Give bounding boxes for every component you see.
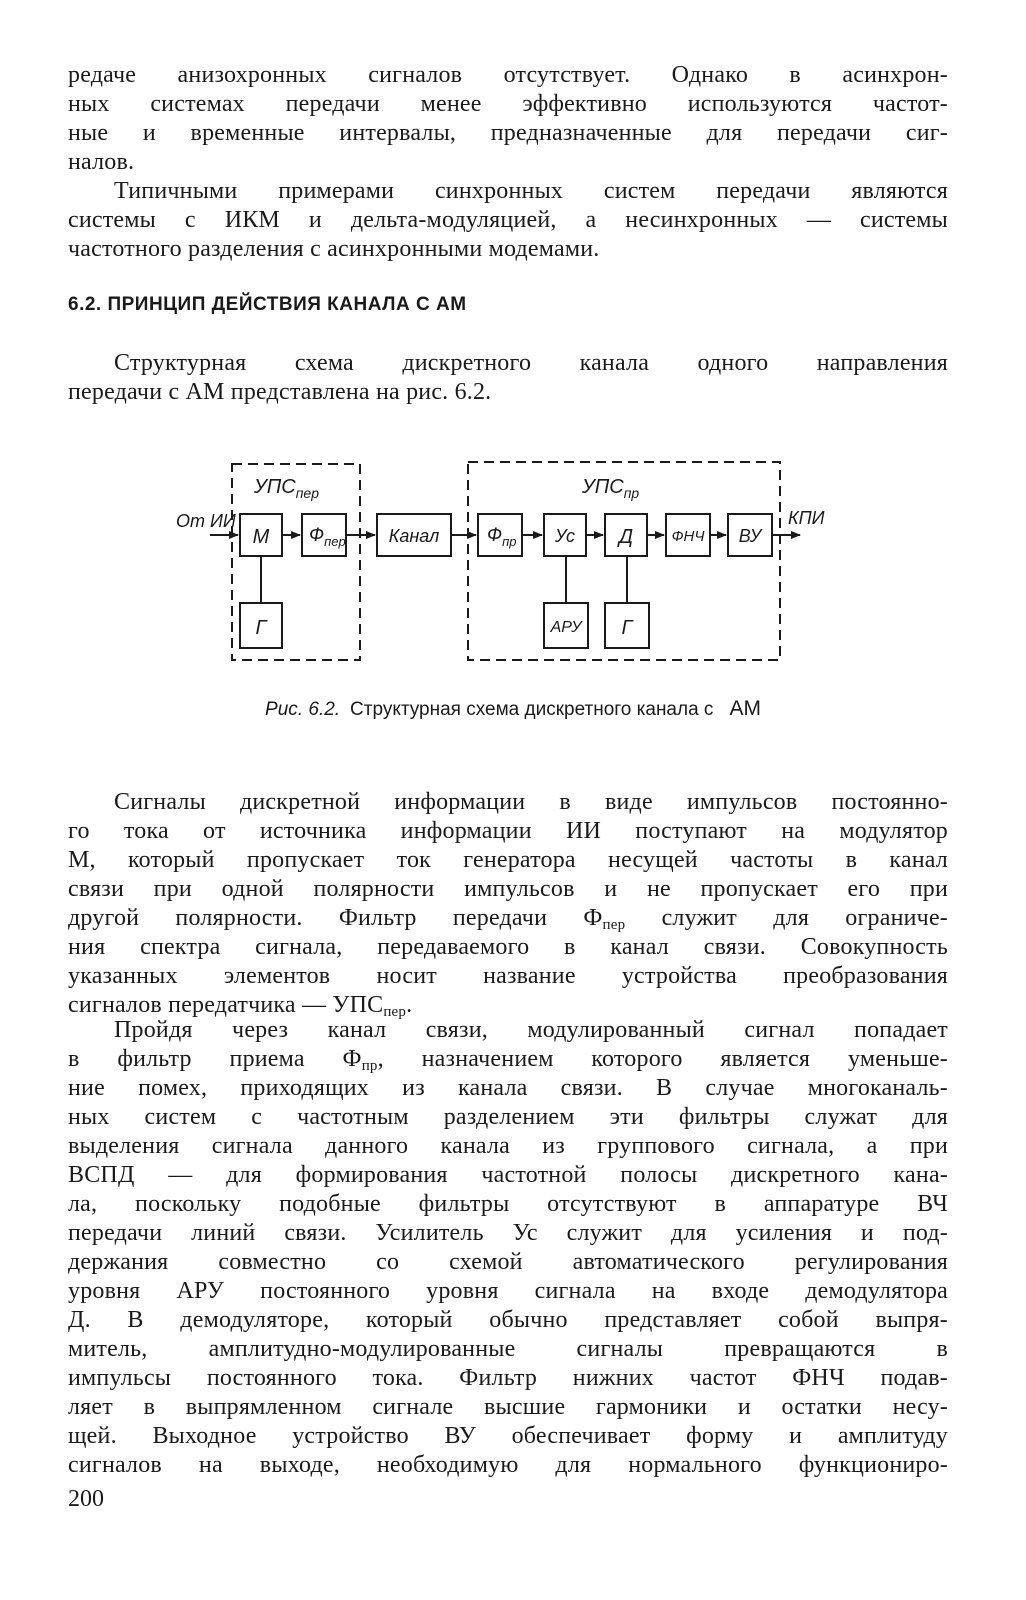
lpf-label: ФНЧ [671,528,705,545]
page-number: 200 [68,1486,104,1512]
text-line: передачи с АМ представлена на рис. 6.2. [68,379,492,405]
tx-generator-label: Г [255,617,267,639]
text-line: другой полярности. Фильтр передачи $Ф_{пер}$ служит для ограниче- [68,905,949,933]
block-diagram [0,0,1026,690]
text-line: ных систем с частотным разделением эти фильтры служат для [68,1104,948,1130]
figure-caption-label: Рис. 6.2. [265,699,341,720]
text-line: Д. В демодуляторе, который обычно представляет собой выпря- [68,1307,948,1333]
figure-caption-tail: АМ [729,697,761,720]
text-line: митель, амплитудно-модулированные сигналы превращаются в [68,1336,948,1362]
modulator-label: М [252,526,270,548]
agc-label: АРУ [550,619,582,636]
text-line: ла, поскольку подобные фильтры отсутствуют в аппаратуре ВЧ [68,1191,948,1217]
receiver-group-label: $УПС_{пр}$ [582,476,640,501]
demodulator-label: Д [618,526,634,548]
text-line: импульсы постоянного тока. Фильтр нижних частот ФНЧ подав- [68,1365,948,1391]
text-line: щей. Выходное устройство ВУ обеспечивает форму и амплитуду [68,1423,948,1449]
text-line: связи при одной полярности импульсов и не пропускает его при [68,876,948,902]
text-line: системы с ИКМ и дельта-модуляцией, а несинхронных — системы [68,207,948,233]
text-line: в фильтр приема $Ф_{пр}$, назначением которого является уменьше- [68,1046,948,1074]
figure-caption-text: Структурная схема дискретного канала с [350,699,714,720]
text-line: сигналов передатчика — $УПС_{пер}$. [68,992,413,1020]
rx-filter-label: $Ф_{пр}$ [487,525,517,549]
transmitter-group-label: $УПС_{пер}$ [254,476,319,501]
figure-caption [0,697,1026,721]
text-line: держания совместно со схемой автоматического регулирования [68,1249,948,1275]
amplifier-label: Ус [554,526,576,546]
text-line: ВСПД — для формирования частотной полосы дискретного кана- [68,1162,948,1188]
text-line: Типичными примерами синхронных систем передачи являются [114,178,948,204]
text-line: Структурная схема дискретного канала одного направления [114,350,948,376]
text-line: ных системах передачи менее эффективно используются частот- [68,91,948,117]
text-line: указанных элементов носит название устройства преобразования [68,963,948,989]
text-line: ния спектра сигнала, передаваемого в канал связи. Совокупность [68,934,948,960]
text-line: ляет в выпрямленном сигнале высшие гармоники и остатки несу- [68,1394,948,1420]
section-heading: 6.2. ПРИНЦИП ДЕЙСТВИЯ КАНАЛА С АМ [68,294,467,315]
body-paragraph-1 [68,788,948,1020]
text-line: Пройдя через канал связи, модулированный сигнал попадает [114,1017,948,1043]
text-line: Сигналы дискретной информации в виде импульсов постоянно- [114,789,948,815]
body-paragraph-2 [68,1016,948,1480]
text-line: М, который пропускает ток генератора несущей частоты в канал [68,847,948,873]
text-line: уровня АРУ постоянного уровня сигнала на входе демодулятора [68,1278,948,1304]
rx-generator-label: Г [621,617,633,639]
text-line: передачи линий связи. Усилитель Ус служит для усиления и под- [68,1220,948,1246]
text-line: ние помех, приходящих из канала связи. В случае многоканаль- [68,1075,948,1101]
output-device-label: ВУ [738,526,762,546]
text-line: редаче анизохронных сигналов отсутствует. Однако в асинхрон- [68,62,948,88]
text-line: сигналов на выходе, необходимую для нормального функциониро- [68,1452,948,1478]
text-line: налов. [68,149,135,175]
output-label: КПИ [788,508,825,528]
input-label: От ИИ [176,511,236,531]
text-line: ные и временные интервалы, предназначенные для передачи сиг- [68,120,948,146]
tx-filter-label: $Ф_{пер}$ [309,525,346,549]
text-line: выделения сигнала данного канала из группового сигнала, а при [68,1133,948,1159]
text-line: частотного разделения с асинхронными модемами. [68,236,600,262]
channel-label: Канал [388,526,440,546]
text-line: го тока от источника информации ИИ поступают на модулятор [68,818,948,844]
